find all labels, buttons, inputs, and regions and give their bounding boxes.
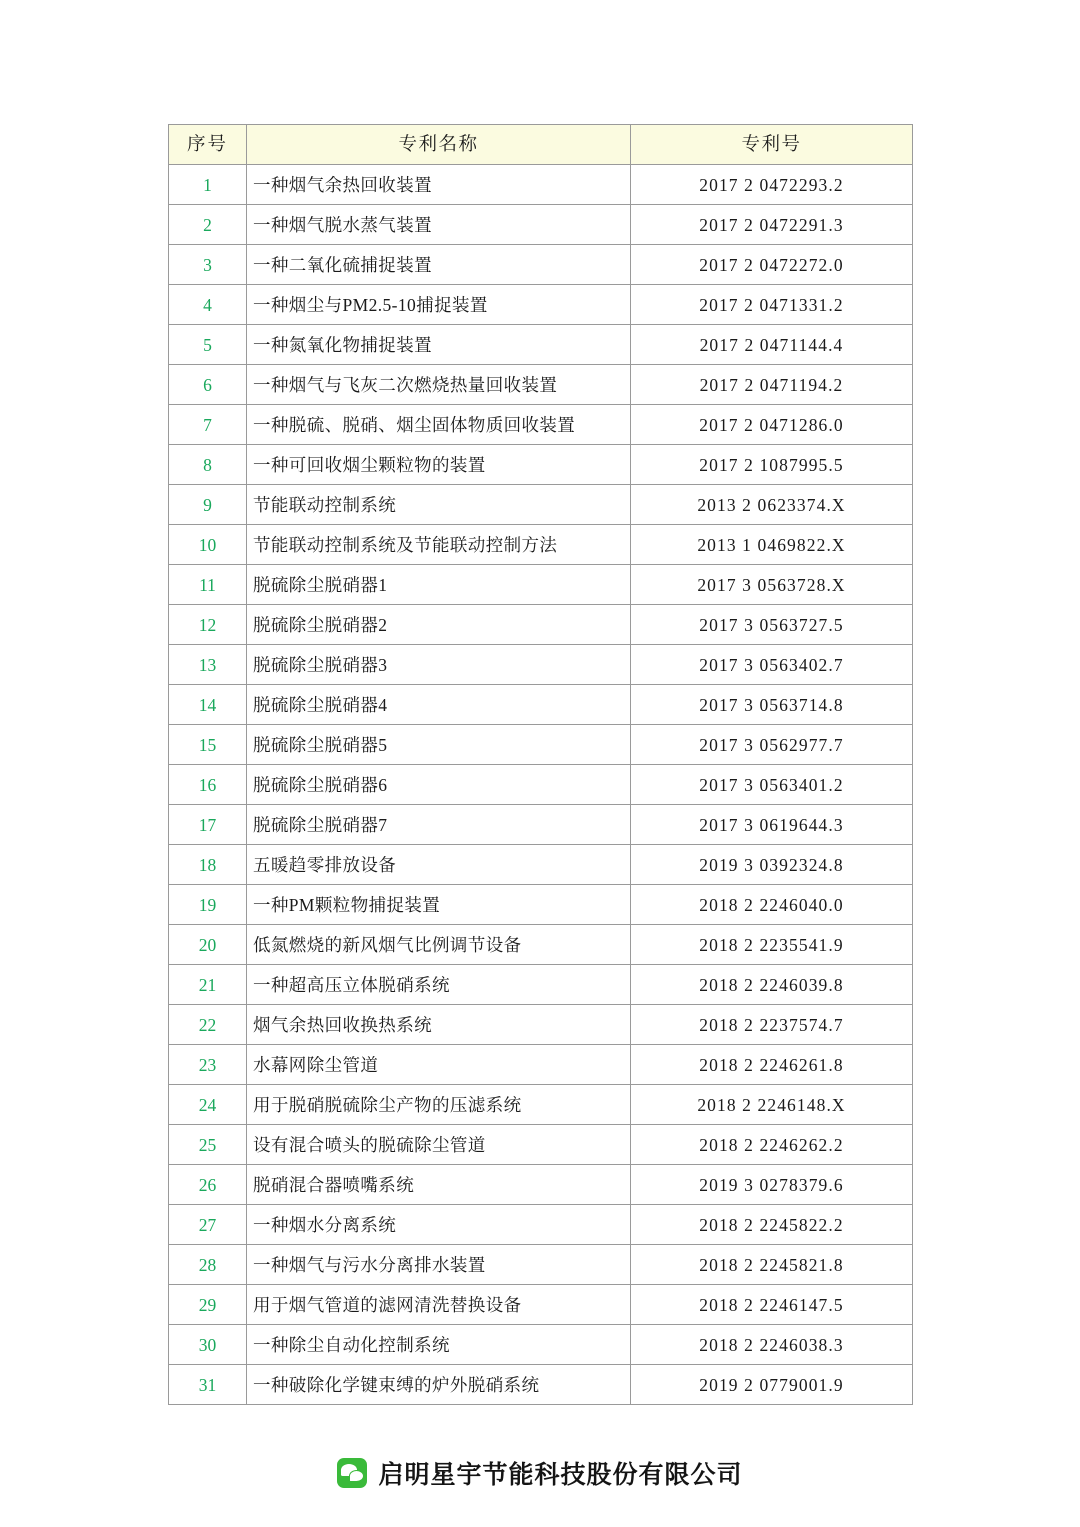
cell-patent-number: 2017 2 0472291.3 xyxy=(631,205,913,245)
table-row xyxy=(169,325,913,365)
cell-patent-name: 一种烟气与飞灰二次燃烧热量回收装置 xyxy=(247,365,631,405)
table-row xyxy=(169,1085,913,1125)
table-row xyxy=(169,1365,913,1405)
column-header-patent-name: 专利名称 xyxy=(247,125,631,165)
cell-patent-number: 2017 3 0563714.8 xyxy=(631,685,913,725)
cell-patent-name: 一种烟尘与PM2.5-10捕捉装置 xyxy=(247,285,631,325)
cell-patent-number: 2018 2 2237574.7 xyxy=(631,1005,913,1045)
cell-index: 7 xyxy=(169,405,247,445)
cell-index: 22 xyxy=(169,1005,247,1045)
cell-index: 25 xyxy=(169,1125,247,1165)
cell-index: 29 xyxy=(169,1285,247,1325)
cell-patent-name: 低氮燃烧的新风烟气比例调节设备 xyxy=(247,925,631,965)
cell-index: 4 xyxy=(169,285,247,325)
cell-index: 14 xyxy=(169,685,247,725)
cell-patent-name: 节能联动控制系统 xyxy=(247,485,631,525)
table-row xyxy=(169,725,913,765)
cell-index: 15 xyxy=(169,725,247,765)
cell-index: 20 xyxy=(169,925,247,965)
table-row xyxy=(169,525,913,565)
cell-patent-name: 一种破除化学键束缚的炉外脱硝系统 xyxy=(247,1365,631,1405)
column-header-patent-number: 专利号 xyxy=(631,125,913,165)
cell-patent-number: 2017 2 0471331.2 xyxy=(631,285,913,325)
table-row xyxy=(169,405,913,445)
table-row xyxy=(169,965,913,1005)
cell-patent-name: 设有混合喷头的脱硫除尘管道 xyxy=(247,1125,631,1165)
cell-patent-number: 2019 3 0392324.8 xyxy=(631,845,913,885)
table-row xyxy=(169,845,913,885)
cell-patent-number: 2013 1 0469822.X xyxy=(631,525,913,565)
column-header-index: 序号 xyxy=(169,125,247,165)
table-row xyxy=(169,805,913,845)
cell-index: 2 xyxy=(169,205,247,245)
cell-patent-number: 2017 3 0563401.2 xyxy=(631,765,913,805)
cell-index: 3 xyxy=(169,245,247,285)
cell-patent-number: 2017 2 0471144.4 xyxy=(631,325,913,365)
cell-patent-name: 节能联动控制系统及节能联动控制方法 xyxy=(247,525,631,565)
cell-patent-name: 脱硫除尘脱硝器4 xyxy=(247,685,631,725)
cell-patent-name: 一种二氧化硫捕捉装置 xyxy=(247,245,631,285)
cell-index: 11 xyxy=(169,565,247,605)
cell-index: 8 xyxy=(169,445,247,485)
cell-index: 26 xyxy=(169,1165,247,1205)
cell-index: 30 xyxy=(169,1325,247,1365)
cell-patent-number: 2018 2 2245822.2 xyxy=(631,1205,913,1245)
company-name: 启明星宇节能科技股份有限公司 xyxy=(378,1461,743,1489)
cell-patent-number: 2017 2 0472272.0 xyxy=(631,245,913,285)
cell-index: 27 xyxy=(169,1205,247,1245)
cell-index: 6 xyxy=(169,365,247,405)
table-row xyxy=(169,165,913,205)
cell-patent-number: 2018 2 2246147.5 xyxy=(631,1285,913,1325)
cell-index: 21 xyxy=(169,965,247,1005)
cell-patent-number: 2018 2 2246040.0 xyxy=(631,885,913,925)
footer xyxy=(0,1455,1080,1491)
cell-patent-name: 水幕网除尘管道 xyxy=(247,1045,631,1085)
table-row xyxy=(169,1205,913,1245)
cell-patent-name: 五暖趋零排放设备 xyxy=(247,845,631,885)
patent-table xyxy=(168,124,913,1405)
table-row xyxy=(169,565,913,605)
cell-patent-number: 2018 2 2246262.2 xyxy=(631,1125,913,1165)
cell-patent-number: 2013 2 0623374.X xyxy=(631,485,913,525)
cell-patent-name: 脱硫除尘脱硝器5 xyxy=(247,725,631,765)
cell-index: 18 xyxy=(169,845,247,885)
cell-patent-name: 脱硫除尘脱硝器7 xyxy=(247,805,631,845)
cell-index: 10 xyxy=(169,525,247,565)
cell-index: 13 xyxy=(169,645,247,685)
table-row xyxy=(169,1005,913,1045)
cell-patent-number: 2019 2 0779001.9 xyxy=(631,1365,913,1405)
cell-patent-number: 2017 2 0471194.2 xyxy=(631,365,913,405)
table-row xyxy=(169,245,913,285)
cell-patent-number: 2018 2 2246038.3 xyxy=(631,1325,913,1365)
table-row xyxy=(169,925,913,965)
cell-patent-name: 脱硫除尘脱硝器2 xyxy=(247,605,631,645)
cell-patent-number: 2018 2 2245821.8 xyxy=(631,1245,913,1285)
cell-patent-name: 脱硫除尘脱硝器6 xyxy=(247,765,631,805)
cell-patent-name: 脱硫除尘脱硝器3 xyxy=(247,645,631,685)
table-row xyxy=(169,1245,913,1285)
cell-index: 24 xyxy=(169,1085,247,1125)
cell-patent-name: 一种烟水分离系统 xyxy=(247,1205,631,1245)
table-row xyxy=(169,1045,913,1085)
cell-patent-name: 脱硝混合器喷嘴系统 xyxy=(247,1165,631,1205)
table-row xyxy=(169,1125,913,1165)
cell-index: 17 xyxy=(169,805,247,845)
cell-patent-name: 一种可回收烟尘颗粒物的装置 xyxy=(247,445,631,485)
cell-index: 9 xyxy=(169,485,247,525)
table-header xyxy=(169,125,913,165)
cell-patent-number: 2018 2 2246039.8 xyxy=(631,965,913,1005)
cell-patent-name: 烟气余热回收换热系统 xyxy=(247,1005,631,1045)
cell-patent-name: 一种除尘自动化控制系统 xyxy=(247,1325,631,1365)
cell-patent-number: 2017 2 0471286.0 xyxy=(631,405,913,445)
table-row xyxy=(169,1285,913,1325)
cell-patent-number: 2018 2 2246148.X xyxy=(631,1085,913,1125)
cell-index: 19 xyxy=(169,885,247,925)
cell-patent-name: 一种烟气脱水蒸气装置 xyxy=(247,205,631,245)
table-header-row xyxy=(169,125,913,165)
cell-patent-number: 2019 3 0278379.6 xyxy=(631,1165,913,1205)
table-row xyxy=(169,765,913,805)
wechat-icon xyxy=(337,1458,367,1488)
table-row xyxy=(169,205,913,245)
cell-patent-name: 用于脱硝脱硫除尘产物的压滤系统 xyxy=(247,1085,631,1125)
cell-index: 5 xyxy=(169,325,247,365)
table-row xyxy=(169,1325,913,1365)
cell-patent-number: 2017 3 0563402.7 xyxy=(631,645,913,685)
cell-patent-name: 一种PM颗粒物捕捉装置 xyxy=(247,885,631,925)
table-row xyxy=(169,285,913,325)
table-row xyxy=(169,605,913,645)
cell-index: 1 xyxy=(169,165,247,205)
cell-patent-number: 2017 2 1087995.5 xyxy=(631,445,913,485)
cell-patent-number: 2017 3 0619644.3 xyxy=(631,805,913,845)
cell-patent-number: 2018 2 2235541.9 xyxy=(631,925,913,965)
table-row xyxy=(169,485,913,525)
cell-index: 23 xyxy=(169,1045,247,1085)
cell-patent-name: 一种脱硫、脱硝、烟尘固体物质回收装置 xyxy=(247,405,631,445)
cell-patent-number: 2017 2 0472293.2 xyxy=(631,165,913,205)
cell-patent-name: 一种超高压立体脱硝系统 xyxy=(247,965,631,1005)
cell-patent-number: 2018 2 2246261.8 xyxy=(631,1045,913,1085)
cell-patent-name: 一种烟气与污水分离排水装置 xyxy=(247,1245,631,1285)
table-row xyxy=(169,645,913,685)
cell-patent-number: 2017 3 0563727.5 xyxy=(631,605,913,645)
cell-index: 31 xyxy=(169,1365,247,1405)
table-row xyxy=(169,1165,913,1205)
patent-table-container xyxy=(168,124,912,1405)
table-row xyxy=(169,365,913,405)
cell-index: 16 xyxy=(169,765,247,805)
cell-patent-name: 脱硫除尘脱硝器1 xyxy=(247,565,631,605)
cell-index: 12 xyxy=(169,605,247,645)
cell-patent-number: 2017 3 0563728.X xyxy=(631,565,913,605)
table-row xyxy=(169,685,913,725)
cell-patent-number: 2017 3 0562977.7 xyxy=(631,725,913,765)
table-row xyxy=(169,885,913,925)
cell-index: 28 xyxy=(169,1245,247,1285)
cell-patent-name: 用于烟气管道的滤网清洗替换设备 xyxy=(247,1285,631,1325)
cell-patent-name: 一种烟气余热回收装置 xyxy=(247,165,631,205)
table-row xyxy=(169,445,913,485)
cell-patent-name: 一种氮氧化物捕捉装置 xyxy=(247,325,631,365)
table-body xyxy=(169,165,913,1405)
